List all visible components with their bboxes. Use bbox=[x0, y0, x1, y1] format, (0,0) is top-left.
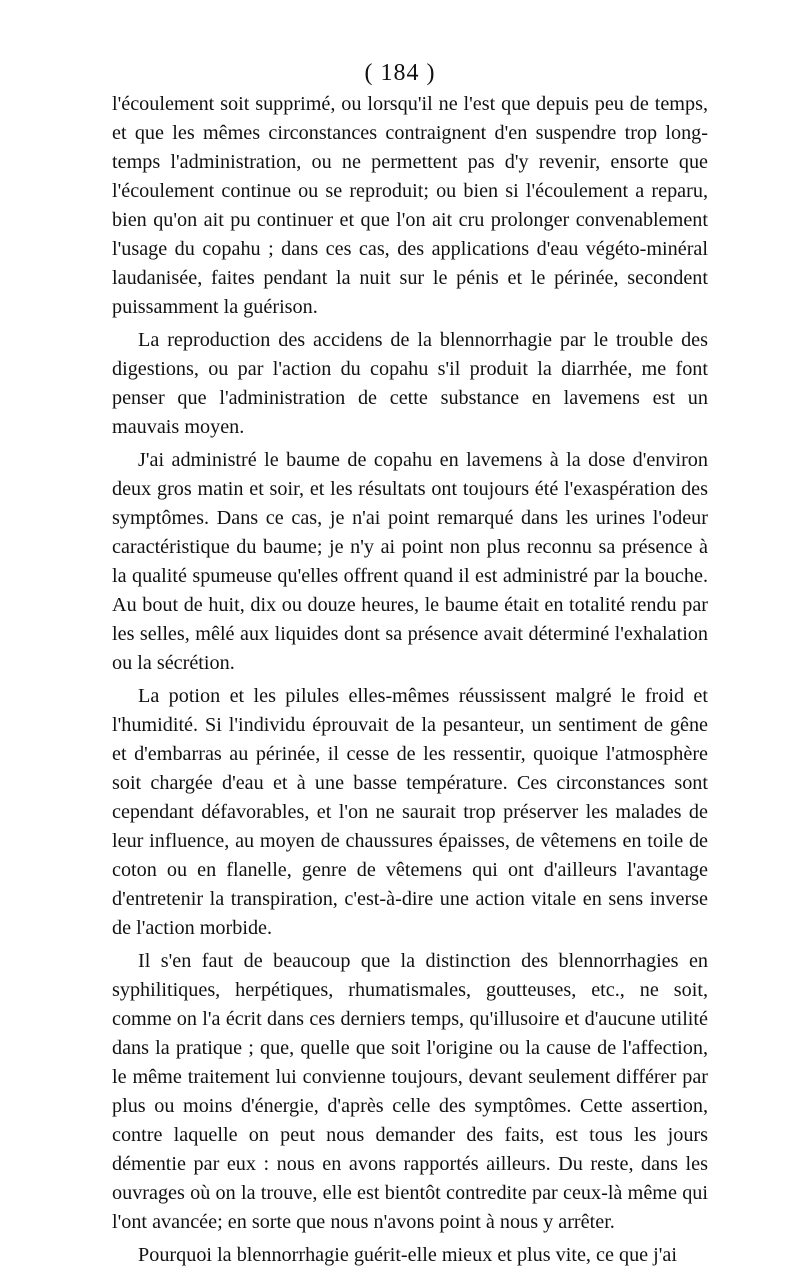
page-body bbox=[112, 90, 708, 1274]
paragraph-last-line: Pourquoi la blennorrhagie guérit-elle mieux et plus vite, ce que j'ai bbox=[138, 1244, 678, 1266]
paragraph-continuation: l'écoulement soit supprimé, ou lorsqu'il ne l'est que depuis peu de temps, et que les mêmes circonstances contraignent d'en suspendre trop long-temps l'administration, ou ne permettent pas d'y revenir, ensorte que l'écoulement continue ou se reproduit; ou bien si l'écoulement a reparu, bien qu'on ait pu continuer et que l'on ait cru prolonger convenablement l'usage du copahu ; dans ces cas, des applications d'eau végéto-minéral laudanisée, faites pendant la nuit sur le pénis et le périnée, secondent puissamment la guérison. bbox=[112, 93, 708, 318]
paragraph: La potion et les pilules elles-mêmes réussissent malgré le froid et l'humidité. Si l'individu éprouvait de la pesanteur, un sentiment de gêne et d'embarras au périnée, il cesse de les ressentir, quoique l'atmosphère soit chargée d'eau et à une basse température. Ces circonstances sont cependant défavorables, et l'on ne saurait trop préserver les malades de leur influence, au moyen de chaussures épaisses, de vêtemens en toile de coton ou en flanelle, genre de vêtemens qui ont d'ailleurs l'avantage d'entretenir la transpiration, c'est-à-dire une action vitale en sens inverse de l'action morbide. bbox=[112, 685, 708, 939]
paragraph: Il s'en faut de beaucoup que la distinction des blennorrhagies en syphilitiques, herpétiques, rhumatismales, goutteuses, etc., ne soit, comme on l'a écrit dans ces derniers temps, qu'illusoire et d'aucune utilité dans la pratique ; que, quelle que soit l'origine ou la cause de l'affection, le même traitement lui convienne toujours, devant seulement différer par plus ou moins d'énergie, d'après celle des symptômes. Cette assertion, contre laquelle on peut nous demander des faits, est tous les jours démentie par eux : nous en avons rapportés ailleurs. Du reste, dans les ouvrages où on la trouve, elle est bientôt contredite par ceux-là même qui l'ont avancée; en sorte que nous n'avons point à nous y arrêter. bbox=[112, 950, 708, 1233]
paragraph: La reproduction des accidens de la blennorrhagie par le trouble des digestions, ou par l'action du copahu s'il produit la diarrhée, me font penser que l'administration de cette substance en lavemens est un mauvais moyen. bbox=[112, 329, 708, 438]
paragraph: J'ai administré le baume de copahu en lavemens à la dose d'environ deux gros matin et soir, et les résultats ont toujours été l'exaspération des symptômes. Dans ce cas, je n'ai point remarqué dans les urines l'odeur caractéristique du baume; je n'y ai point non plus reconnu sa présence à la qualité spumeuse qu'elles offrent quand il est administré par la bouche. Au bout de huit, dix ou douze heures, le baume était en totalité rendu par les selles, mêlé aux liquides dont sa présence avait déterminé l'exhalation ou la sécrétion. bbox=[112, 449, 708, 674]
page-number: ( 184 ) bbox=[364, 60, 436, 86]
